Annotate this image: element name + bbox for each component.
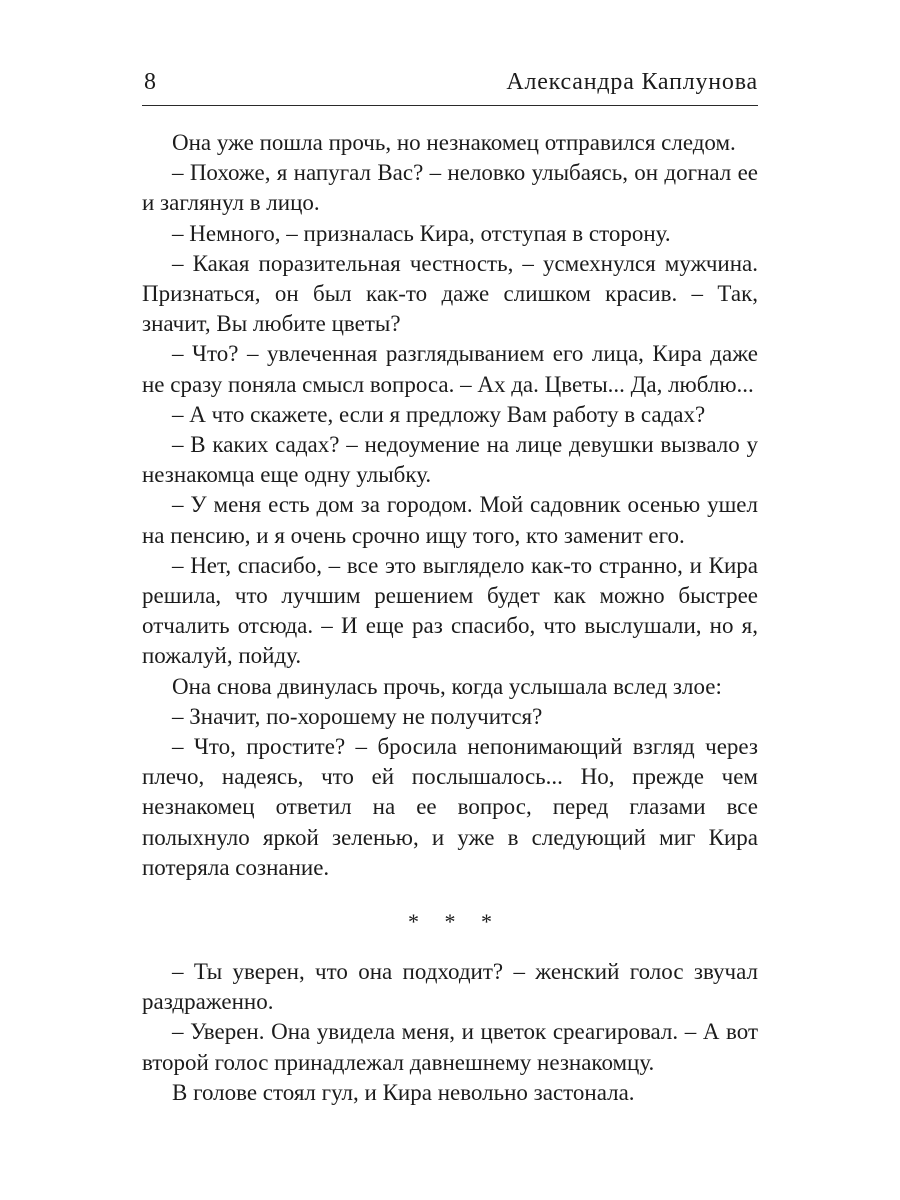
book-page xyxy=(142,0,758,1200)
paragraph: – У меня есть дом за городом. Мой садовник осенью ушел на пенсию, и я очень срочно ищу того, кто заменит его. xyxy=(142,492,758,548)
paragraph: – Что? – увлеченная разглядыванием его лица, Кира даже не сразу поняла смысл вопроса. – Ах да. Цветы... Да, люблю... xyxy=(142,341,758,397)
paragraph: – Нет, спасибо, – все это выглядело как-то странно, и Кира решила, что лучшим решением будет как можно быстрее отчалить отсюда. – И еще раз спасибо, что выслушали, но я, пожалуй, пойду. xyxy=(142,552,758,669)
paragraph: – Что, простите? – бросила непонимающий взгляд через плечо, надеясь, что ей послышалось... Но, прежде чем незнакомец ответил на ее вопрос, перед глазами все полыхнуло яркой зеленью, и уже в следующий миг Кира потеряла сознание. xyxy=(142,734,758,880)
paragraph: – Ты уверен, что она подходит? – женский голос звучал раздраженно. xyxy=(142,959,758,1015)
scene-break: * * * xyxy=(408,909,502,935)
paragraph: – Похоже, я напугал Вас? – неловко улыбаясь, он догнал ее и заглянул в лицо. xyxy=(142,160,758,216)
author-name: Александра Каплунова xyxy=(506,69,758,95)
paragraph: Она снова двинулась прочь, когда услышала вслед злое: xyxy=(172,673,722,699)
body-text xyxy=(142,128,758,1108)
header-rule xyxy=(142,105,758,106)
paragraph: – Значит, по-хорошему не получится? xyxy=(172,703,543,729)
paragraph: – Немного, – призналась Кира, отступая в сторону. xyxy=(172,220,671,246)
paragraph: – Уверен. Она увидела меня, и цветок среагировал. – А вот второй голос принадлежал давнешнему незнакомцу. xyxy=(142,1019,758,1075)
paragraph: – В каких садах? – недоумение на лице девушки вызвало у незнакомца еще одну улыбку. xyxy=(142,432,758,488)
paragraph: – А что скажете, если я предложу Вам работу в садах? xyxy=(172,401,706,427)
running-header xyxy=(142,66,758,98)
paragraph: В голове стоял гул, и Кира невольно застонала. xyxy=(172,1079,635,1105)
page-number: 8 xyxy=(144,69,156,95)
paragraph: – Какая поразительная честность, – усмехнулся мужчина. Признаться, он был как-то даже слишком красив. – Так, значит, Вы любите цветы? xyxy=(142,250,758,337)
paragraph: Она уже пошла прочь, но незнакомец отправился следом. xyxy=(172,130,736,155)
